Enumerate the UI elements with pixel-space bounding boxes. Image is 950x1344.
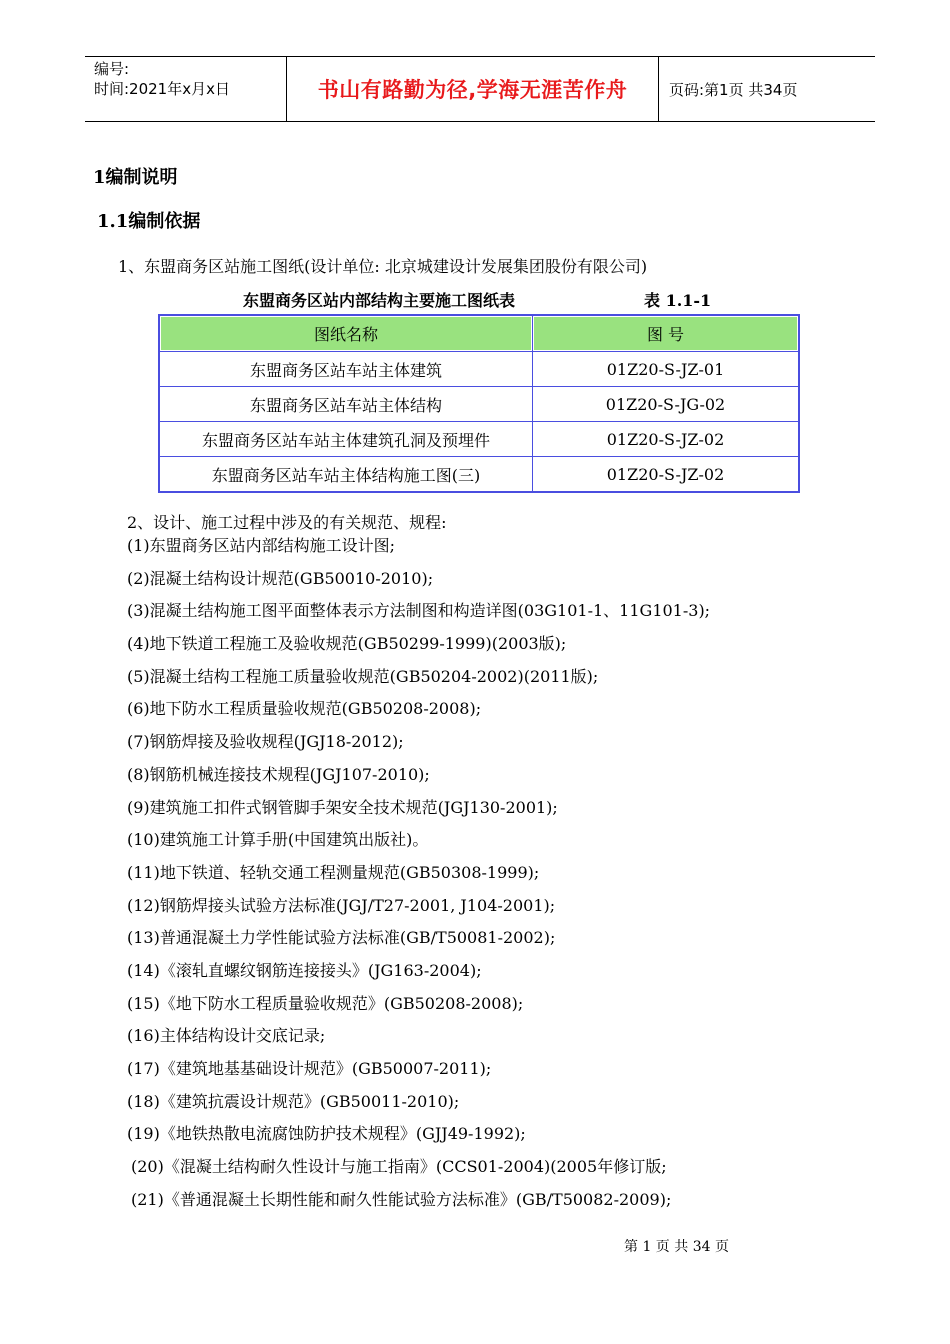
paragraph-drawings: 1、东盟商务区站施工图纸(设计单位: 北京城建设计发展集团股份有限公司) xyxy=(118,257,648,276)
table-cell-code: 01Z20-S-JZ-02 xyxy=(533,422,800,457)
section-title: 1编制说明 xyxy=(93,167,178,188)
list-item: (18)《建筑抗震设计规范》(GB50011-2010); xyxy=(127,1091,460,1111)
table-caption xyxy=(243,288,712,311)
standards-list xyxy=(127,530,710,1216)
table-cell-name: 东盟商务区站车站主体建筑孔洞及预埋件 xyxy=(159,422,533,457)
list-item: (1)东盟商务区站内部结构施工设计图; xyxy=(127,536,396,555)
drawings-table xyxy=(158,314,800,493)
header-motto: 书山有路勤为径,学海无涯苦作舟 xyxy=(287,57,659,121)
table-row xyxy=(159,422,799,457)
table-cell-name: 东盟商务区站车站主体结构施工图(三) xyxy=(159,457,533,493)
list-item: (9)建筑施工扣件式钢管脚手架安全技术规范(JGJ130-2001); xyxy=(127,797,558,817)
list-item: (8)钢筋机械连接技术规程(JGJ107-2010); xyxy=(127,764,430,784)
table-cell-code: 01Z20-S-JZ-02 xyxy=(533,457,800,493)
table-cell-name: 东盟商务区站车站主体建筑 xyxy=(159,352,533,387)
list-item: (14)《滚轧直螺纹钢筋连接接头》(JG163-2004); xyxy=(127,960,482,980)
table-header-row xyxy=(159,315,799,352)
list-item: (13)普通混凝土力学性能试验方法标准(GB/T50081-2002); xyxy=(127,928,556,948)
list-item: (3)混凝土结构施工图平面整体表示方法制图和构造详图(03G101-1、11G101-3); xyxy=(127,601,711,621)
table-cell-code: 01Z20-S-JG-02 xyxy=(533,387,800,422)
document-number-label: 编号: xyxy=(94,60,130,78)
header-meta xyxy=(85,57,287,121)
subsection-title: 1.1编制依据 xyxy=(97,211,201,232)
table-row xyxy=(159,352,799,387)
list-item: (4)地下铁道工程施工及验收规范(GB50299-1999)(2003版); xyxy=(127,634,567,654)
table-cell-code: 01Z20-S-JZ-01 xyxy=(533,352,800,387)
table-row xyxy=(159,387,799,422)
header-page-info: 页码:第1页 共34页 xyxy=(669,80,798,99)
list-item: (2)混凝土结构设计规范(GB50010-2010); xyxy=(127,568,434,588)
list-item: (19)《地铁热散电流腐蚀防护技术规程》(GJJ49-1992); xyxy=(127,1124,526,1144)
list-item: (17)《建筑地基基础设计规范》(GB50007-2011); xyxy=(127,1059,492,1078)
list-item: (5)混凝土结构工程施工质量验收规范(GB50204-2002)(2011版); xyxy=(127,666,599,686)
table-cell-name: 东盟商务区站车站主体结构 xyxy=(159,387,533,422)
table-caption-title: 东盟商务区站内部结构主要施工图纸表 xyxy=(243,291,516,310)
paragraph-standards-intro: 2、设计、施工过程中涉及的有关规范、规程: xyxy=(127,513,447,532)
list-item: (6)地下防水工程质量验收规范(GB50208-2008); xyxy=(127,699,482,719)
list-item: (10)建筑施工计算手册(中国建筑出版社)。 xyxy=(127,830,429,850)
list-item: (12)钢筋焊接头试验方法标准(JGJ/T27-2001, J104-2001); xyxy=(127,895,556,915)
list-item: (20)《混凝土结构耐久性设计与施工指南》(CCS01-2004)(2005年修订版; xyxy=(131,1157,667,1177)
list-item: (15)《地下防水工程质量验收规范》(GB50208-2008); xyxy=(127,993,524,1013)
list-item: (11)地下铁道、轻轨交通工程测量规范(GB50308-1999); xyxy=(127,862,540,882)
page-footer: 第 1 页 共 34 页 xyxy=(624,1239,729,1255)
table-header-cell: 图 号 xyxy=(533,315,800,352)
document-time-label: 时间:2021年x月x日 xyxy=(94,80,230,98)
list-item: (16)主体结构设计交底记录; xyxy=(127,1026,326,1046)
page-header xyxy=(85,56,875,122)
table-caption-number: 表 1.1-1 xyxy=(644,291,712,310)
list-item: (21)《普通混凝土长期性能和耐久性能试验方法标准》(GB/T50082-2009); xyxy=(131,1189,672,1209)
list-item: (7)钢筋焊接及验收规程(JGJ18-2012); xyxy=(127,732,404,752)
table-row xyxy=(159,457,799,493)
table-header-cell: 图纸名称 xyxy=(159,315,533,352)
